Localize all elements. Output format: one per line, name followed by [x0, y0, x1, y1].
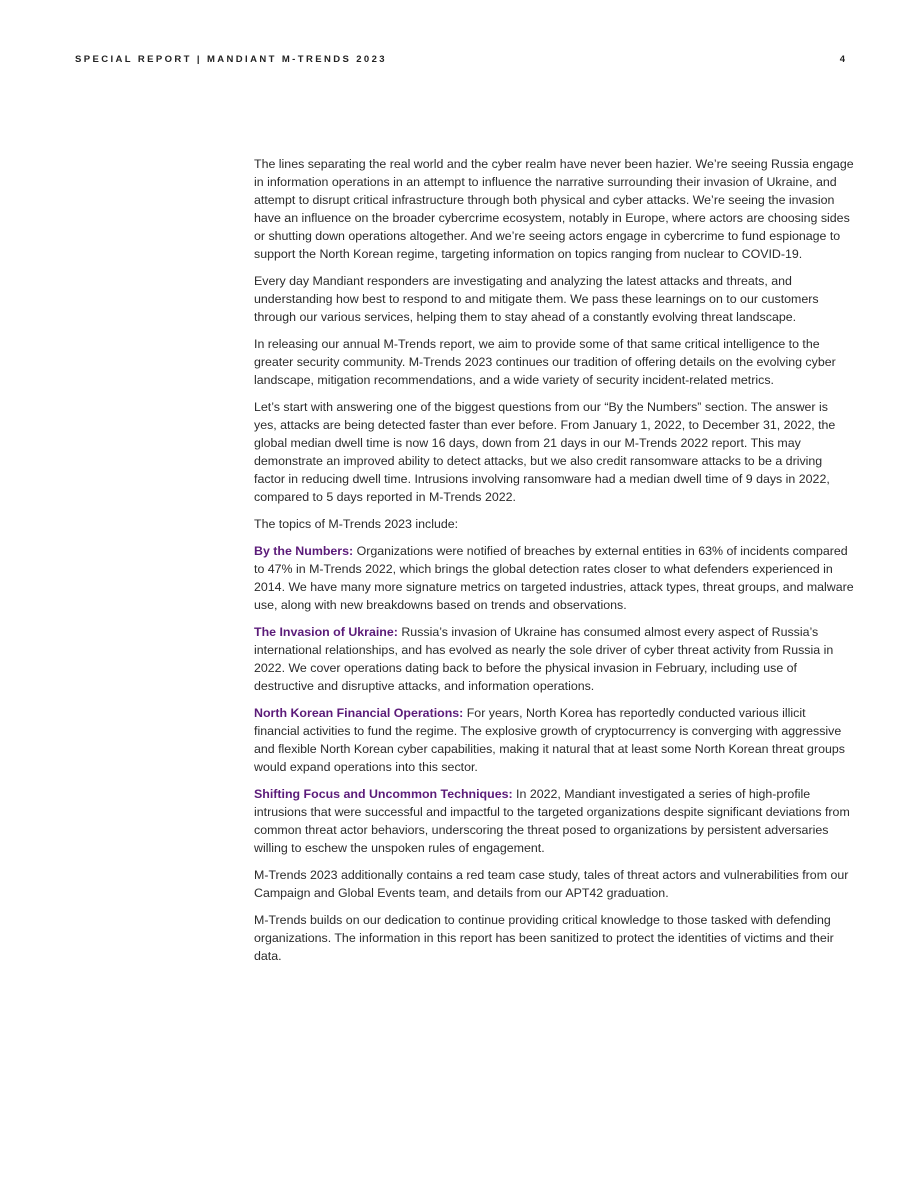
topic-by-the-numbers	[254, 542, 854, 614]
paragraph-text: The lines separating the real world and the cyber realm have never been hazier. We’re seeing Russia engage in information operations in an attempt to influence the narrative surrounding their invasion of Ukraine, and attempt to disrupt critical infrastructure through both physical and cyber attacks. We’re seeing the invasion have an influence on the broader cybercrime ecosystem, notably in Europe, where actors are choosing sides or shutting down operations altogether. And we’re seeing actors engage in cybercrime to fund espionage to support the North Korean regime, targeting information on topics ranging from nuclear to COVID-19.	[254, 157, 854, 261]
paragraph-text: M-Trends builds on our dedication to continue providing critical knowledge to those tasked with defending organizations. The information in this report has been sanitized to protect the identities of victims and their data.	[254, 913, 834, 963]
topic-text: In 2022, Mandiant investigated a series of high-profile intrusions that were successful and impactful to the targeted organizations despite significant deviations from common threat actor behaviors, underscoring the threat posed to organizations by persistent adversaries willing to eschew the unspoken rules of engagement.	[254, 787, 850, 855]
paragraph-text: Let’s start with answering one of the biggest questions from our “By the Numbers” section. The answer is yes, attacks are being detected faster than ever before. From January 1, 2022, to December 31, 2022, the global median dwell time is now 16 days, down from 21 days in our M-Trends 2022 report. This may demonstrate an improved ability to detect attacks, but we also credit ransomware attacks to be a driving factor in reducing dwell time. Intrusions involving ransomware had a median dwell time of 9 days in 2022, compared to 5 days reported in M-Trends 2022.	[254, 400, 836, 504]
topic-text: Organizations were notified of breaches by external entities in 63% of incidents compared to 47% in M-Trends 2022, which brings the global detection rates closer to what defenders experienced in 2014. We have many more signature metrics on targeted industries, attack types, threat groups, and malware use, along with new breakdowns based on trends and observations.	[254, 544, 854, 612]
topic-heading: The Invasion of Ukraine:	[254, 625, 398, 639]
paragraph-intro	[254, 155, 854, 263]
topic-text: Russia’s invasion of Ukraine has consumed almost every aspect of Russia’s international relationships, and has evolved as nearly the sole driver of cyber threat activity from Russia in 2022. We cover operations dating back to before the physical invasion in February, including use of destructive and disruptive attacks, and information operations.	[254, 625, 834, 693]
paragraph-text: Every day Mandiant responders are investigating and analyzing the latest attacks and threats, and understanding how best to respond to and mitigate them. We pass these learnings on to our customers through our various services, helping them to stay ahead of a constantly evolving threat landscape.	[254, 274, 819, 324]
body-text	[254, 155, 854, 974]
topic-shifting-focus	[254, 785, 854, 857]
page-header	[75, 54, 845, 68]
paragraph-dwell-time	[254, 398, 854, 506]
topic-heading: By the Numbers:	[254, 544, 354, 558]
paragraph-annual-report	[254, 335, 854, 389]
paragraph-text: M-Trends 2023 additionally contains a red team case study, tales of threat actors and vulnerabilities from our Campaign and Global Events team, and details from our APT42 graduation.	[254, 868, 849, 900]
page-number: 4	[839, 54, 845, 65]
topic-heading: North Korean Financial Operations:	[254, 706, 464, 720]
topic-heading: Shifting Focus and Uncommon Techniques:	[254, 787, 513, 801]
paragraph-text: The topics of M-Trends 2023 include:	[254, 517, 459, 531]
topic-invasion-of-ukraine	[254, 623, 854, 695]
report-title: SPECIAL REPORT | MANDIANT M-TRENDS 2023	[75, 54, 387, 65]
topic-north-korean-financial-operations	[254, 704, 854, 776]
topic-text: For years, North Korea has reportedly conducted various illicit financial activities to fund the regime. The explosive growth of cryptocurrency is converging with aggressive and flexible North Korean cyber capabilities, making it natural that at least some North Korean threat groups would expand operations into this sector.	[254, 706, 845, 774]
paragraph-text: In releasing our annual M-Trends report, we aim to provide some of that same critical intelligence to the greater security community. M-Trends 2023 continues our tradition of offering details on the evolving cyber landscape, mitigation recommendations, and a wide variety of security incident-related metrics.	[254, 337, 836, 387]
paragraph-topics-intro	[254, 515, 854, 533]
paragraph-closing	[254, 911, 854, 965]
paragraph-additional-content	[254, 866, 854, 902]
paragraph-responders	[254, 272, 854, 326]
